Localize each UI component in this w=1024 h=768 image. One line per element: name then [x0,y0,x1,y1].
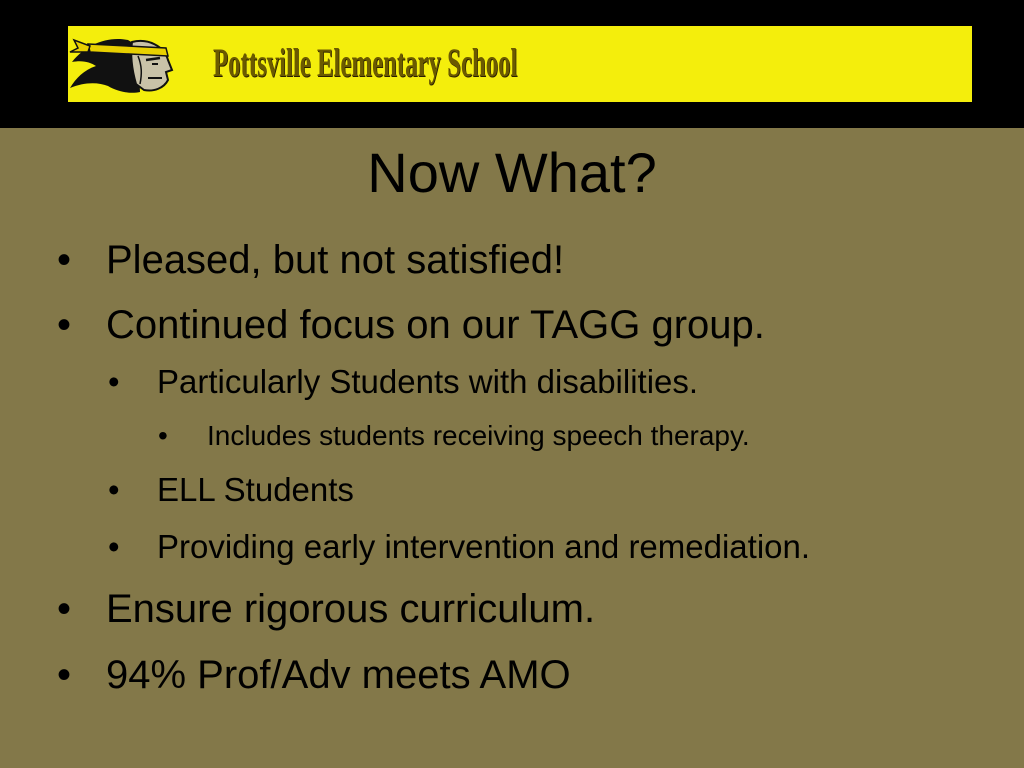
bullet-text: Continued focus on our TAGG group. [106,303,765,347]
bullet-text: ELL Students [157,471,354,508]
bullet-dot-icon: • [57,653,72,697]
bullet-text: Providing early intervention and remediation. [157,528,811,565]
bullet-dot-icon: • [108,363,120,400]
bullet-dot-icon: • [108,528,120,565]
header-band [0,0,1024,128]
bullet-dot-icon: • [108,471,120,508]
bullet-dot-icon: • [158,420,168,451]
bullet-text: Particularly Students with disabilities. [157,363,699,400]
bullet-text: Includes students receiving speech therapy. [207,420,750,451]
slide-title: Now What? [367,141,657,204]
bullet-dot-icon: • [57,238,72,282]
bullet-dot-icon: • [57,303,72,347]
school-banner [68,26,972,102]
indian-chief-mascot-icon [68,26,176,102]
school-name: Pottsville Elementary School [213,40,518,85]
bullet-text: Pleased, but not satisfied! [106,238,565,282]
bullet-text: 94% Prof/Adv meets AMO [106,653,571,697]
bullet-text: Ensure rigorous curriculum. [106,587,596,631]
bullet-dot-icon: • [57,587,72,631]
